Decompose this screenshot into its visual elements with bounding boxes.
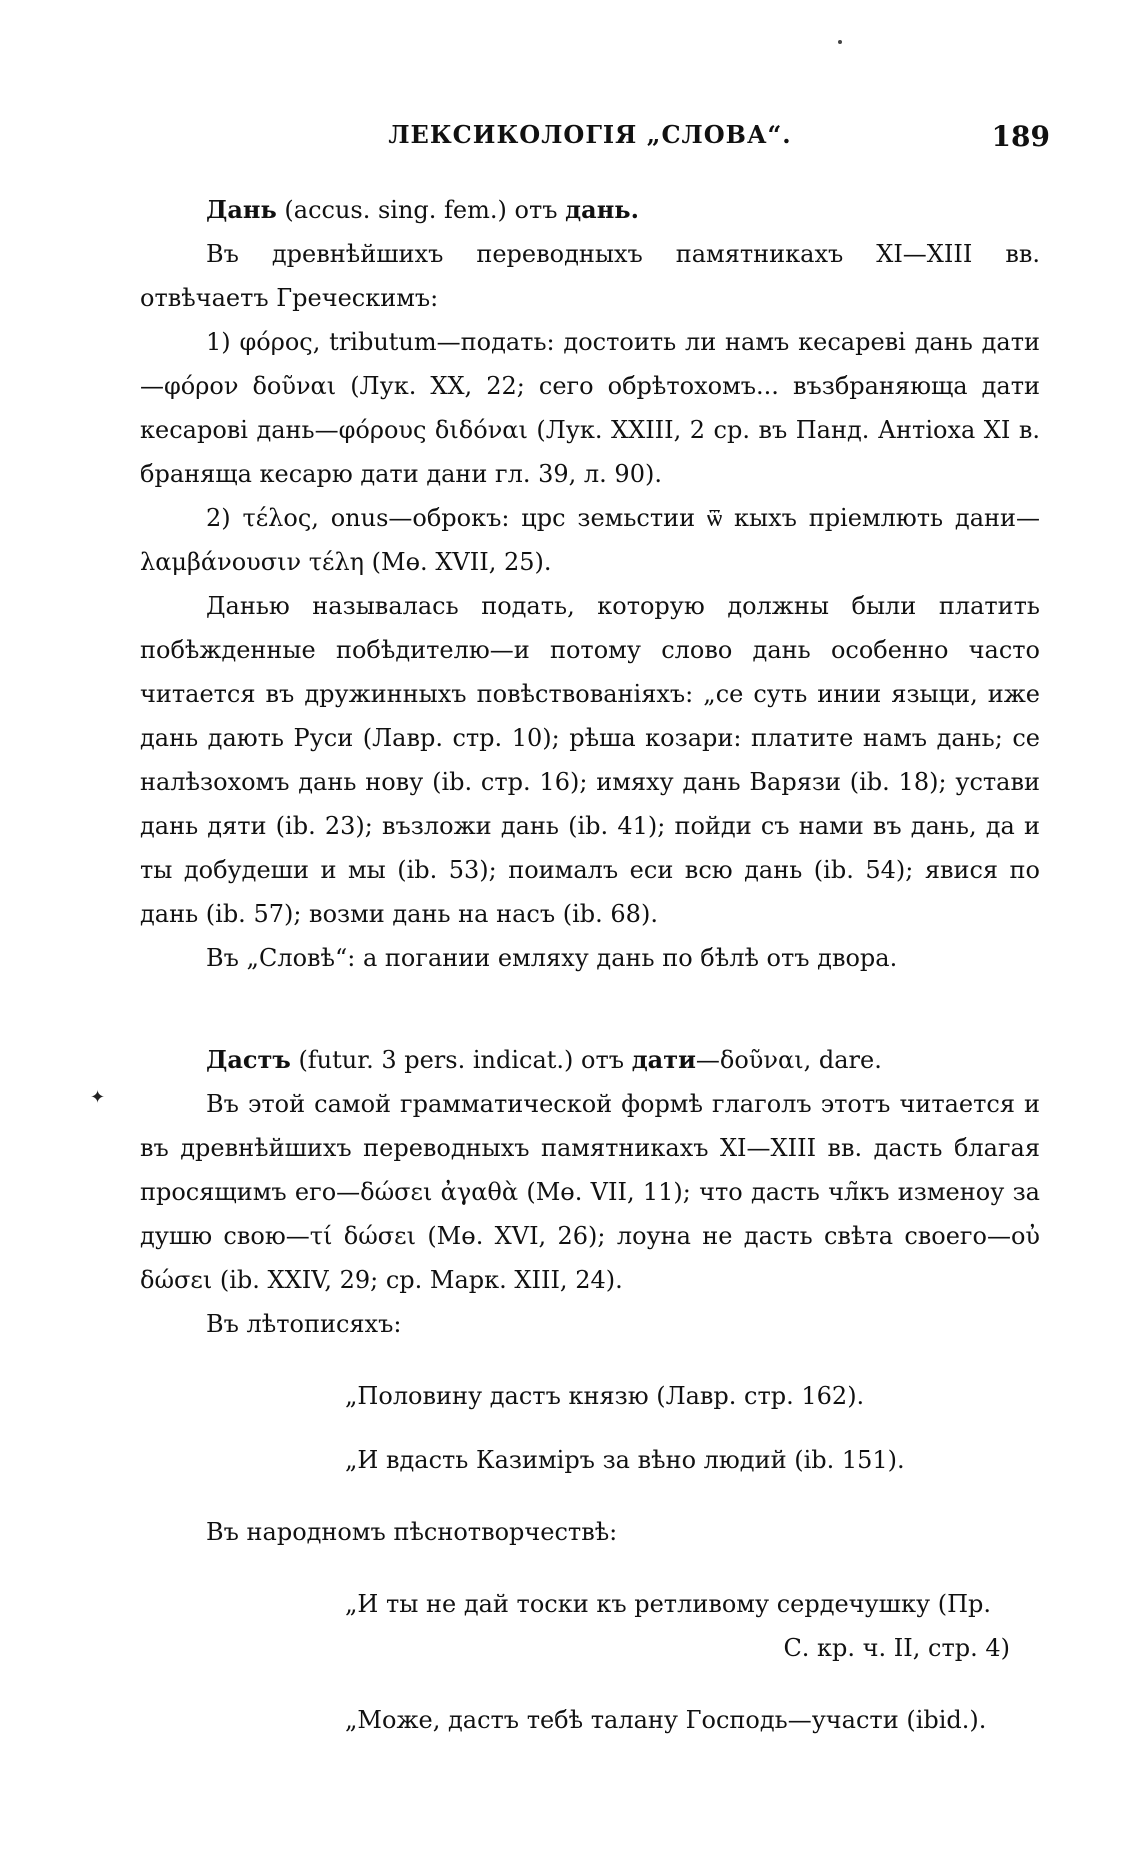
greek-latin-gloss: —δοῦναι, dare. xyxy=(695,1046,882,1074)
chronicle-quote: „Половину дастъ князю (Лавр. стр. 162). xyxy=(345,1382,865,1410)
folk-song-quote: „И ты не дай тоски къ ретливому сердечушку (Пр. xyxy=(345,1590,992,1618)
running-head: ЛЕКСИКОЛОГІЯ „СЛОВА“. xyxy=(388,120,792,149)
folk-song-citation: С. кр. ч. II, стр. 4) xyxy=(783,1634,1010,1662)
grammar-note: (accus. sing. fem.) xyxy=(284,196,507,224)
entry-dan xyxy=(140,188,1040,980)
headword: Дастъ xyxy=(206,1045,291,1074)
folk-song-quote: „Може, дастъ тебѣ талану Господь—участи (ibid.). xyxy=(345,1706,987,1734)
paragraph: Въ народномъ пѣснотворчествѣ: xyxy=(206,1518,618,1546)
from-word: отъ xyxy=(514,196,558,224)
entry-heading xyxy=(140,1038,1040,1082)
page-header xyxy=(130,120,1050,160)
paragraph: Въ этой самой грамматической формѣ глаголъ этотъ читается и въ древнѣйшихъ переводныхъ памятникахъ XI—XIII вв. дасть благая просящимъ его—δώσει ἀγαθὰ (Мө. VII, 11); что дасть чл̃къ изменоу за душю свою—τί δώσει (Мө. XVI, 26); лоуна не дасть свѣта своего—οὐ δώσει (ib. XXIV, 29; ср. Марк. XIII, 24). xyxy=(140,1090,1040,1294)
entry-dast xyxy=(140,1038,1040,1742)
source-word: дань. xyxy=(565,195,639,224)
paragraph: Данью называлась подать, которую должны были платить побѣжденные побѣдителю—и потому слово дань особенно часто читается въ дружинныхъ повѣствованіяхъ: „се суть инии языци, иже дань дають Руси (Лавр. стр. 10); рѣша козари: платите намъ дань; се налѣзохомъ дань нову (ib. стр. 16); имяху дань Варязи (ib. 18); устави дань дяти (ib. 23); възложи дань (ib. 41); пойди съ нами въ дань, да и ты добудеши и мы (ib. 53); поималъ еси всю дань (ib. 54); явися по дань (ib. 57); возми дань на насъ (ib. 68). xyxy=(140,592,1040,928)
grammar-note: (futur. 3 pers. indicat.) xyxy=(298,1046,574,1074)
paragraph: 2) τέλος, onus—оброкъ: црс земьстии ѿ кыхъ пріемлють дани—λαμβάνουσιν τέλη (Мө. XVII, 25). xyxy=(140,504,1040,576)
ink-speck xyxy=(838,40,842,44)
paragraph: 1) φόρος, tributum—подать: достоить ли намъ кесареві дань дати—φόρον δοῦναι (Лук. XX, 22; сего обрѣтохомъ... възбраняюща дати кесарові дань—φόρους διδόναι (Лук. XXIII, 2 ср. въ Панд. Антіоха XI в. браняща кесарю дати дани гл. 39, л. 90). xyxy=(140,328,1040,488)
paragraph: Въ лѣтописяхъ: xyxy=(206,1310,402,1338)
source-word: дати xyxy=(631,1045,696,1074)
paragraph: Въ „Словѣ“: а погании емляху дань по бѣлѣ отъ двора. xyxy=(206,944,898,972)
page-body xyxy=(140,188,1040,1742)
chronicle-quote: „И вдасть Казиміръ за вѣно людий (ib. 151). xyxy=(345,1446,905,1474)
margin-marker-icon: ✦ xyxy=(90,1087,106,1108)
headword: Дань xyxy=(206,195,277,224)
from-word: отъ xyxy=(581,1046,625,1074)
paragraph: Въ древнѣйшихъ переводныхъ памятникахъ XI—XIII вв. отвѣчаетъ Греческимъ: xyxy=(140,240,1040,312)
page-number: 189 xyxy=(991,120,1050,153)
entry-heading xyxy=(140,188,1040,232)
